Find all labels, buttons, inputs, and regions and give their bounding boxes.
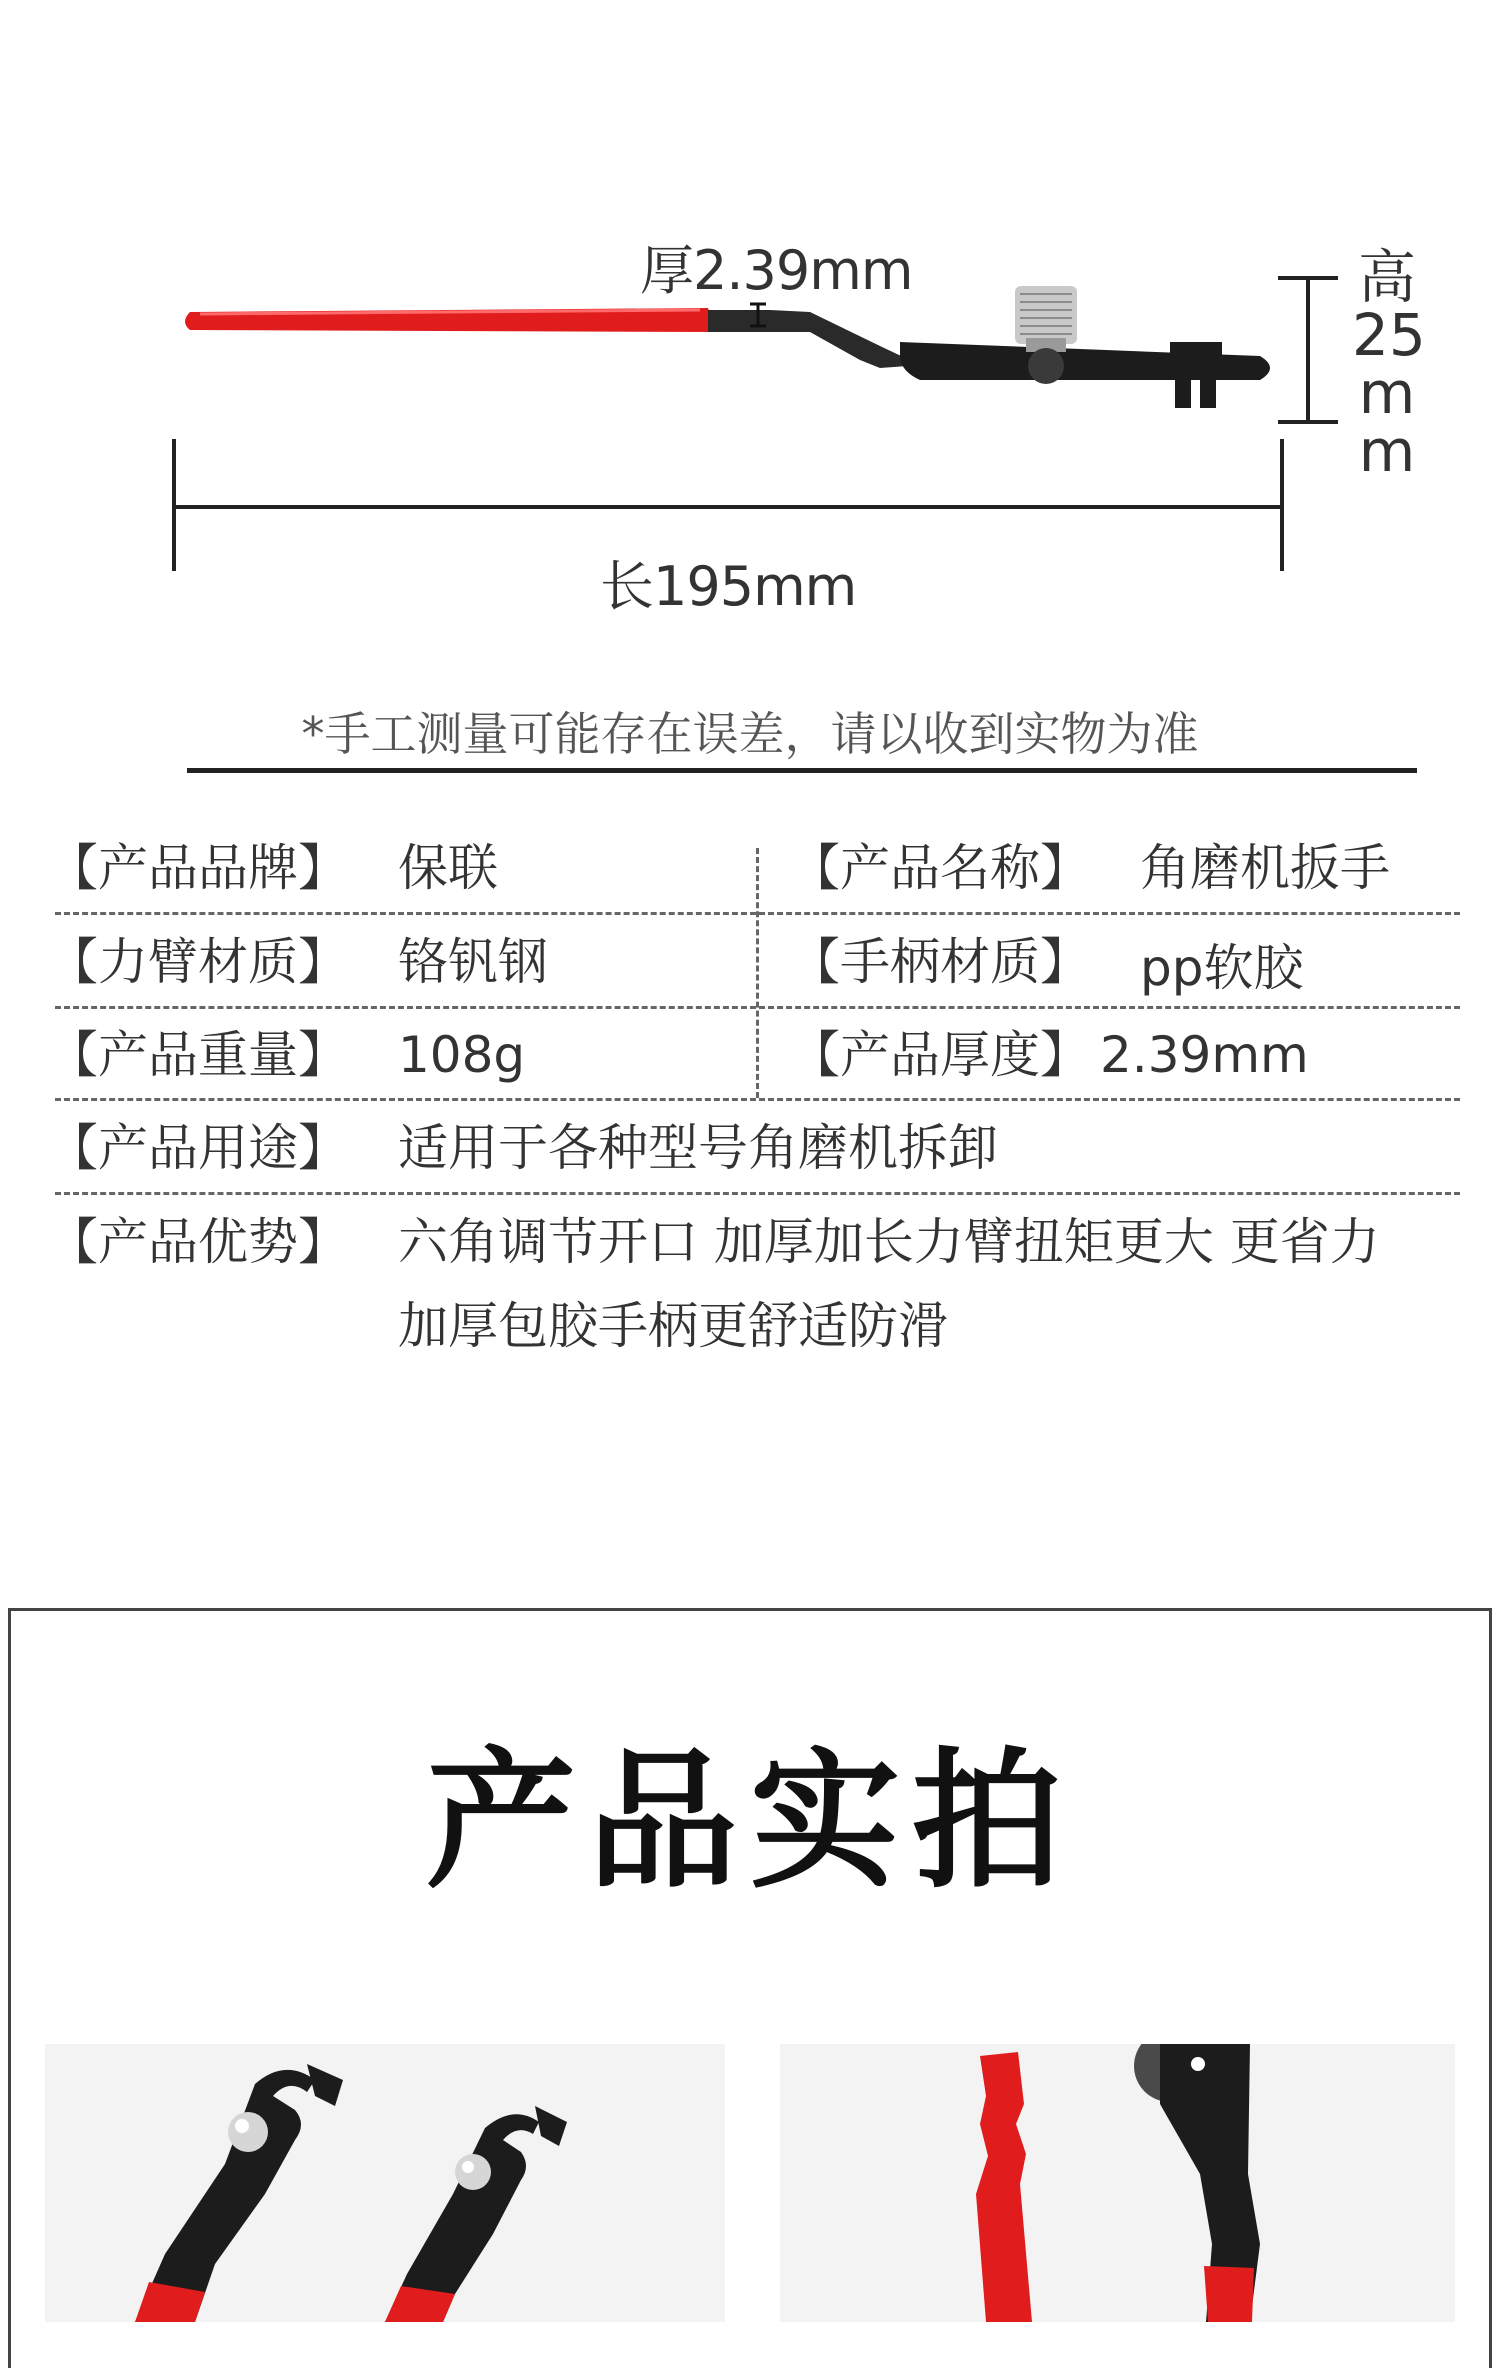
- spec-label-handle-material: 【手柄材质】: [790, 933, 1090, 991]
- spec-value-arm-material: 铬钒钢: [398, 933, 548, 991]
- spec-value-brand: 保联: [398, 839, 498, 897]
- measurement-disclaimer: *手工测量可能存在误差，请以收到实物为准: [301, 707, 1199, 761]
- divider: [187, 768, 1417, 773]
- wrench-photo-left: [45, 2044, 725, 2322]
- spec-label-arm-material: 【力臂材质】: [48, 933, 348, 991]
- spec-value-advantages-line2: 加厚包胶手柄更舒适防滑: [398, 1297, 948, 1355]
- spec-value-usage: 适用于各种型号角磨机拆卸: [398, 1119, 998, 1177]
- spec-label-name: 【产品名称】: [790, 839, 1090, 897]
- spec-value-handle-material: pp软胶: [1140, 939, 1304, 997]
- spec-value-thickness: 2.39mm: [1100, 1026, 1309, 1084]
- spec-value-advantages-line1: 六角调节开口 加厚加长力臂扭矩更大 更省力: [398, 1213, 1380, 1271]
- height-char: m: [1358, 359, 1416, 427]
- photo-left: [45, 2044, 725, 2322]
- spec-value-weight: 108g: [398, 1026, 526, 1084]
- spec-label-thickness: 【产品厚度】: [790, 1026, 1090, 1084]
- column-separator: [756, 848, 759, 1098]
- spec-label-advantages: 【产品优势】: [48, 1213, 348, 1271]
- length-label: 长195mm: [600, 555, 857, 618]
- photo-right: [780, 2044, 1455, 2322]
- spec-label-weight: 【产品重量】: [48, 1026, 348, 1084]
- height-char: m: [1358, 417, 1416, 485]
- section-title: 产品实拍: [425, 1735, 1074, 1909]
- thickness-label: 厚2.39mm: [640, 239, 913, 302]
- wrench-photo-right: [780, 2044, 1455, 2322]
- spec-label-usage: 【产品用途】: [48, 1119, 348, 1177]
- height-char: 高: [1357, 243, 1416, 311]
- row-separator: [55, 1192, 1460, 1195]
- height-char: 25: [1352, 301, 1426, 369]
- row-separator: [55, 1098, 1460, 1101]
- spec-value-name: 角磨机扳手: [1140, 839, 1390, 897]
- spec-label-brand: 【产品品牌】: [48, 839, 348, 897]
- height-label: [1352, 243, 1426, 485]
- height-bracket: [1270, 270, 1350, 430]
